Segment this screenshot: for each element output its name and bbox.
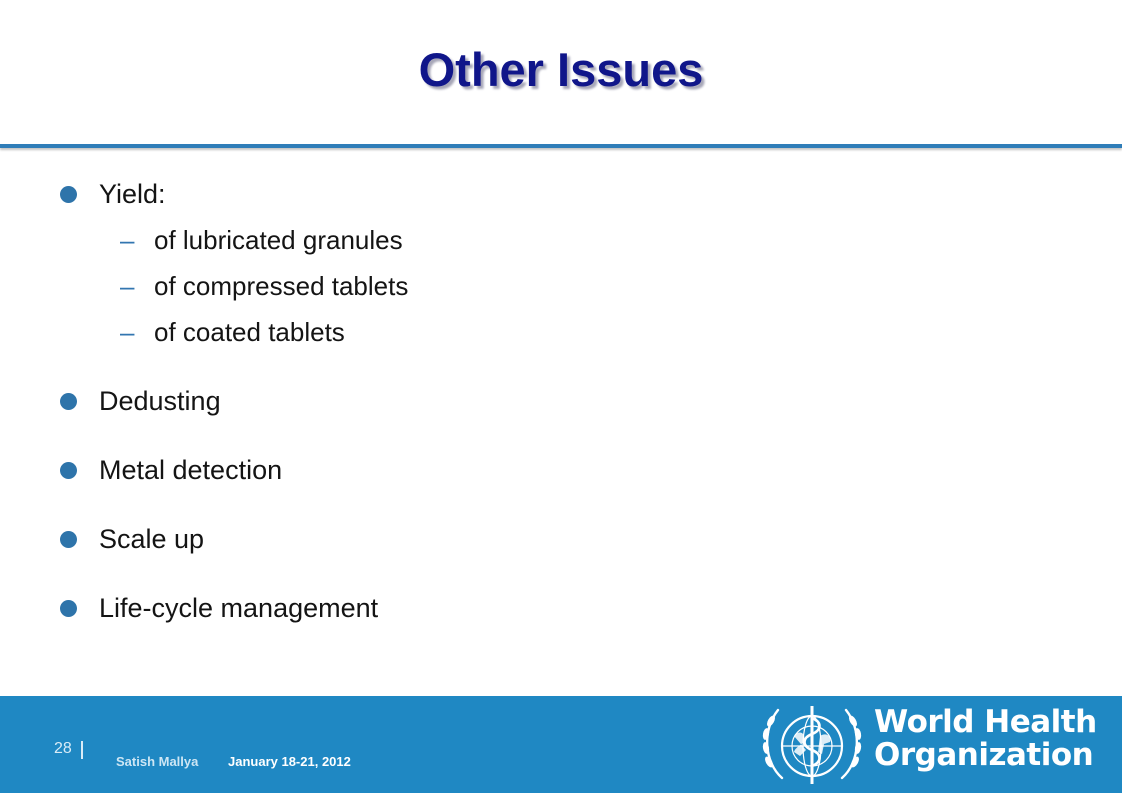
bullet-text: Scale up — [99, 523, 205, 554]
sub-item — [120, 224, 403, 256]
bullet-text: Life-cycle management — [99, 592, 379, 623]
bullet-item — [60, 453, 282, 487]
bullet-item — [60, 591, 378, 625]
bullet-dot-icon — [60, 600, 77, 617]
sub-item-text: of lubricated granules — [154, 224, 403, 255]
sub-item-dash: – — [120, 316, 135, 347]
sub-item-dash: – — [120, 270, 135, 301]
bullet-text: Dedusting — [99, 385, 221, 416]
sub-item-text: of coated tablets — [154, 316, 345, 347]
org-line-1: World Health — [874, 704, 1097, 740]
sub-item — [120, 316, 345, 348]
sub-item — [120, 270, 408, 302]
bullet-dot-icon — [60, 186, 77, 203]
presenter-name: Satish Mallya — [116, 754, 199, 769]
bullet-item — [60, 522, 204, 556]
bullet-text: Metal detection — [99, 454, 283, 485]
organization-name — [874, 706, 1114, 772]
page-separator — [81, 741, 83, 759]
org-line-2: Organization — [874, 737, 1094, 773]
bullet-item — [60, 384, 221, 418]
bullet-dot-icon — [60, 462, 77, 479]
title-divider — [0, 144, 1122, 148]
slide-title: Other Issues — [418, 43, 704, 96]
sub-item-dash: – — [120, 224, 135, 255]
sub-item-text: of compressed tablets — [154, 270, 409, 301]
bullet-text: Yield: — [99, 178, 166, 209]
page-number: 28 — [54, 740, 72, 757]
bullet-item — [60, 177, 166, 211]
footer-bar — [0, 696, 1122, 793]
who-emblem-icon — [760, 700, 864, 788]
bullet-dot-icon — [60, 531, 77, 548]
bullet-dot-icon — [60, 393, 77, 410]
event-date: January 18-21, 2012 — [228, 754, 351, 769]
